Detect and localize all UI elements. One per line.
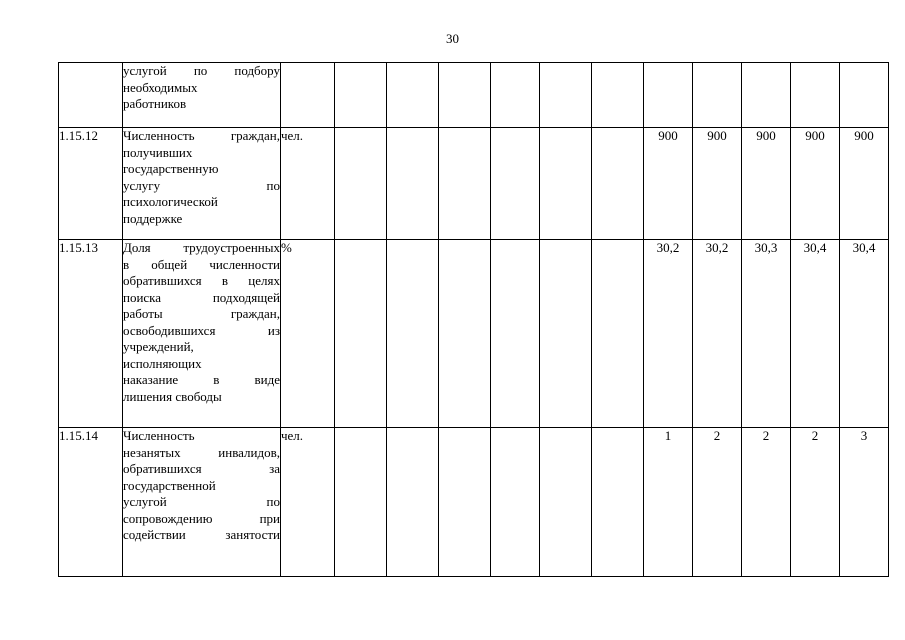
row-name-line: получивших	[123, 144, 193, 160]
row-value: 2	[791, 428, 840, 577]
row-name-line	[123, 461, 280, 478]
row-value	[693, 63, 742, 128]
row-value: 900	[791, 128, 840, 240]
empty-cell	[335, 428, 387, 577]
row-value: 2	[693, 428, 742, 577]
row-name-word: услугой	[123, 63, 167, 78]
row-name-line: поддержке	[123, 210, 183, 226]
empty-cell	[491, 240, 540, 428]
row-value: 3	[840, 428, 889, 577]
row-value: 30,4	[791, 240, 840, 428]
row-name-line: необходимых	[123, 79, 198, 95]
row-name	[123, 240, 281, 428]
row-name-word: численности	[209, 256, 280, 272]
row-unit: чел.	[281, 128, 335, 240]
row-unit: чел.	[281, 428, 335, 577]
empty-cell	[540, 128, 592, 240]
row-value: 30,4	[840, 240, 889, 428]
empty-cell	[592, 428, 644, 577]
row-name-word: из	[267, 322, 280, 338]
row-name-line: государственную	[123, 161, 219, 176]
row-name-word: незанятых	[123, 444, 181, 460]
empty-cell	[439, 240, 491, 428]
empty-cell	[387, 428, 439, 577]
empty-cell	[335, 240, 387, 428]
table-row	[59, 128, 889, 240]
row-name	[123, 128, 281, 240]
row-name-line	[123, 128, 280, 145]
row-name-word: в	[213, 372, 220, 387]
row-name	[123, 63, 281, 128]
row-value: 1	[644, 428, 693, 577]
empty-cell	[335, 63, 387, 128]
row-name-word: обратившихся	[123, 273, 202, 288]
row-code: 1.15.12	[59, 128, 123, 240]
row-name-word: подходящей	[212, 289, 280, 305]
empty-cell	[439, 128, 491, 240]
row-name-line	[123, 290, 280, 307]
empty-cell	[540, 240, 592, 428]
row-name-line: лишения свободы	[123, 388, 222, 404]
row-name-word: граждан,	[230, 128, 280, 143]
row-name-line	[123, 240, 280, 257]
row-name-line	[123, 273, 280, 290]
row-name-line	[123, 372, 280, 389]
row-name-line	[123, 306, 280, 323]
row-name-word: граждан,	[230, 306, 280, 321]
row-name-line	[123, 257, 280, 274]
row-name-line	[123, 511, 280, 528]
row-name-word: в	[221, 273, 229, 288]
empty-cell	[592, 63, 644, 128]
row-value: 900	[840, 128, 889, 240]
empty-cell	[387, 63, 439, 128]
row-name-word: общей	[151, 256, 188, 272]
row-code: 1.15.14	[59, 428, 123, 577]
empty-cell	[439, 63, 491, 128]
row-name-line	[123, 494, 280, 511]
row-name-word: наказание	[123, 372, 179, 387]
row-name-word: трудоустроенных	[183, 240, 280, 255]
empty-cell	[491, 63, 540, 128]
row-name-line: Численность	[123, 428, 195, 443]
row-value: 900	[644, 128, 693, 240]
row-value: 900	[742, 128, 791, 240]
row-name-word: освободившихся	[123, 322, 216, 338]
row-code	[59, 63, 123, 128]
row-name-word: по	[266, 494, 280, 509]
row-value: 2	[742, 428, 791, 577]
row-name-line	[123, 527, 280, 544]
row-name-line	[123, 178, 280, 195]
row-name-word: поиска	[123, 289, 162, 305]
row-name-word: по	[193, 63, 208, 78]
table-row	[59, 428, 889, 577]
empty-cell	[592, 128, 644, 240]
row-name	[123, 428, 281, 577]
row-name-word: Доля	[123, 240, 151, 255]
row-value	[791, 63, 840, 128]
row-value: 30,2	[644, 240, 693, 428]
row-name-word: подбору	[234, 63, 280, 78]
row-name-word: Численность	[123, 128, 195, 143]
row-name-line	[123, 445, 280, 462]
row-name-word: занятости	[225, 527, 280, 542]
indicators-table	[58, 62, 889, 577]
row-unit: %	[281, 240, 335, 428]
row-value: 30,3	[742, 240, 791, 428]
row-name-word: содействии	[123, 527, 186, 542]
empty-cell	[387, 128, 439, 240]
row-value	[742, 63, 791, 128]
row-code: 1.15.13	[59, 240, 123, 428]
empty-cell	[491, 128, 540, 240]
empty-cell	[335, 128, 387, 240]
page-number: 30	[446, 31, 459, 46]
empty-cell	[439, 428, 491, 577]
table-row	[59, 63, 889, 128]
row-name-line: учреждений,	[123, 339, 194, 354]
row-value	[840, 63, 889, 128]
empty-cell	[592, 240, 644, 428]
row-name-word: инвалидов,	[218, 444, 280, 460]
empty-cell	[540, 63, 592, 128]
row-value: 900	[693, 128, 742, 240]
row-name-word: обратившихся	[123, 461, 202, 476]
row-name-line: работников	[123, 96, 187, 111]
row-name-word: целях	[248, 273, 280, 288]
row-name-word: работы	[123, 306, 163, 321]
row-name-word: за	[269, 461, 280, 476]
row-name-line: психологической	[123, 194, 218, 209]
empty-cell	[540, 428, 592, 577]
empty-cell	[387, 240, 439, 428]
row-name-word: по	[266, 177, 280, 193]
row-name-line	[123, 63, 280, 80]
row-name-word: сопровождению	[123, 510, 213, 526]
row-name-line: государственной	[123, 477, 216, 493]
empty-cell	[491, 428, 540, 577]
row-name-word: услугой	[123, 494, 167, 509]
row-value: 30,2	[693, 240, 742, 428]
row-name-word: при	[259, 510, 280, 526]
table-row	[59, 240, 889, 428]
row-name-line	[123, 323, 280, 340]
row-unit	[281, 63, 335, 128]
row-name-word: услугу	[123, 177, 161, 193]
row-name-word: в	[123, 256, 130, 272]
row-name-line: исполняющих	[123, 355, 202, 371]
row-name-word: виде	[254, 372, 280, 387]
row-value	[644, 63, 693, 128]
